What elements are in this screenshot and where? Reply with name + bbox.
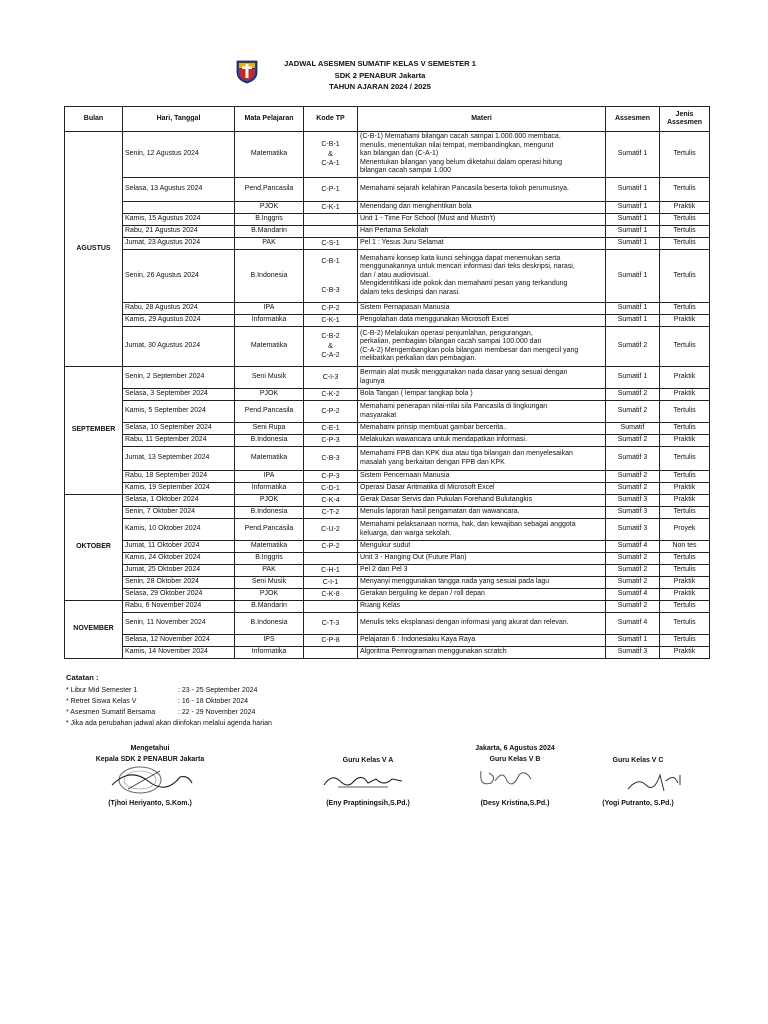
acknowledgment-label: Mengetahui: [130, 745, 170, 752]
table-row: [65, 613, 710, 635]
teacher-b-signature: [475, 765, 545, 793]
assessment-type-cell: Praktik: [660, 495, 710, 507]
table-row: [65, 435, 710, 447]
materi-cell: Menendang dan menghentikan bola: [358, 202, 606, 214]
table-row: [65, 447, 710, 471]
column-header: Mata Pelajaran: [235, 107, 304, 132]
assessment-type-cell: Tertulis: [660, 447, 710, 471]
table-row: [65, 589, 710, 601]
subject-cell: PJOK: [235, 389, 304, 401]
tp-code-cell: C-B-3: [304, 447, 358, 471]
assessment-type-cell: Praktik: [660, 589, 710, 601]
assessment-type-cell: Tertulis: [660, 601, 710, 613]
date-cell: Jumat, 23 Agustus 2024: [123, 238, 235, 250]
assessment-type-cell: Tertulis: [660, 132, 710, 178]
materi-cell: Mengukur sudut: [358, 541, 606, 553]
tp-code-cell: C-K-2: [304, 389, 358, 401]
materi-cell: Pel 1 : Yesus Juru Selamat: [358, 238, 606, 250]
column-header: Bulan: [65, 107, 123, 132]
subject-cell: Pend.Pancasila: [235, 178, 304, 202]
subject-cell: PJOK: [235, 202, 304, 214]
assessment-type-cell: Tertulis: [660, 178, 710, 202]
column-header: Hari, Tanggal: [123, 107, 235, 132]
tp-code-cell: C-K-1: [304, 315, 358, 327]
principal-stamp-signature: [100, 763, 200, 797]
date-cell: Senin, 7 Oktober 2024: [123, 507, 235, 519]
materi-cell: Gerak Dasar Servis dan Pukulan Forehand Bulutangkis: [358, 495, 606, 507]
date-cell: Rabu, 11 September 2024: [123, 435, 235, 447]
principal-name: (Tjhoi Heriyanto, S.Kom.): [108, 800, 192, 807]
table-row: [65, 202, 710, 214]
note-item: [66, 685, 272, 696]
note-item: [66, 718, 272, 729]
assessment-cell: Sumatif 1: [606, 367, 660, 389]
date-cell: Jumat, 25 Oktober 2024: [123, 565, 235, 577]
date-cell: Kamis, 29 Agustus 2024: [123, 315, 235, 327]
tp-code-cell: C-U-2: [304, 519, 358, 541]
materi-cell: Memahami konsep kata kunci sehingga dapat menemukan serta menggunakannya untuk mencari informasi dari teks deskripsi, narasi, dan / atau audiovisual. Mengidentifikasi ide pokok dan memahami pesan yang terkandung dalam teks deskripsi dan narasi.: [358, 250, 606, 303]
date-cell: Selasa, 29 Oktober 2024: [123, 589, 235, 601]
materi-cell: Operasi Dasar Aritmatika di Microsoft Excel: [358, 483, 606, 495]
date-cell: Jumat, 13 September 2024: [123, 447, 235, 471]
column-header: Kode TP: [304, 107, 358, 132]
table-row: [65, 541, 710, 553]
assessment-cell: Sumatif 1: [606, 226, 660, 238]
assessment-type-cell: Tertulis: [660, 635, 710, 647]
materi-cell: Memahami penerapan nilai-nilai sila Pancasila di lingkungan masyarakat: [358, 401, 606, 423]
date-cell: Senin, 2 September 2024: [123, 367, 235, 389]
materi-cell: (C-B-2) Melakukan operasi penjumlahan, pengurangan, perkalian, pembagian bilangan cacah sampai 100.000 dan (C-A-2) Mengembangkan pola bilangan membesar dan mengecil yang melibatkan perkalian dan pembagian.: [358, 327, 606, 367]
teacher-c-role: Guru Kelas V C: [612, 757, 664, 764]
assessment-type-cell: Tertulis: [660, 238, 710, 250]
note-label: * Libur Mid Semester 1: [66, 687, 138, 694]
assessment-cell: Sumatif 1: [606, 178, 660, 202]
materi-cell: Menyanyi menggunakan tangga nada yang sesuai pada lagu: [358, 577, 606, 589]
table-row: [65, 507, 710, 519]
table-row: [65, 635, 710, 647]
date-cell: [123, 202, 235, 214]
tp-code-cell: C-P-2: [304, 401, 358, 423]
assessment-type-cell: Praktik: [660, 315, 710, 327]
subject-cell: Matematika: [235, 132, 304, 178]
subject-cell: B.Indonesia: [235, 435, 304, 447]
note-label: * Asesmen Sumatif Bersama: [66, 709, 156, 716]
document-title-block: [280, 58, 480, 93]
assessment-cell: Sumatif 2: [606, 471, 660, 483]
assessment-cell: Sumatif 1: [606, 635, 660, 647]
date-cell: Senin, 26 Agustus 2024: [123, 250, 235, 303]
materi-cell: Memahami sejarah kelahiran Pancasila beserta tokoh perumusnya.: [358, 178, 606, 202]
tp-code-cell: C-P-2: [304, 541, 358, 553]
note-value: : 22 - 29 November 2024: [178, 709, 256, 716]
table-row: [65, 565, 710, 577]
subject-cell: B.Mandarin: [235, 226, 304, 238]
table-row: [65, 226, 710, 238]
tp-code-cell: [304, 553, 358, 565]
assessment-cell: Sumatif 2: [606, 401, 660, 423]
month-cell: NOVEMBER: [65, 601, 123, 659]
signing-place-date: Jakarta, 6 Agustus 2024: [475, 745, 555, 752]
materi-cell: Bola Tangan ( lempar tangkap bola ): [358, 389, 606, 401]
table-row: [65, 601, 710, 613]
assessment-type-cell: Tertulis: [660, 214, 710, 226]
assessment-type-cell: Tertulis: [660, 303, 710, 315]
subject-cell: B.Indonesia: [235, 250, 304, 303]
subject-cell: IPS: [235, 635, 304, 647]
assessment-cell: Sumatif 1: [606, 238, 660, 250]
tp-code-cell: C-I-1: [304, 577, 358, 589]
tp-code-cell: C-P-3: [304, 435, 358, 447]
assessment-cell: Sumatif 3: [606, 495, 660, 507]
date-cell: Kamis, 5 September 2024: [123, 401, 235, 423]
teacher-b-signature-block: [455, 743, 575, 813]
school-logo: [234, 58, 260, 84]
subject-cell: B.Indonesia: [235, 613, 304, 635]
academic-year: TAHUN AJARAN 2024 / 2025: [329, 82, 431, 91]
tp-code-cell: [304, 226, 358, 238]
assessment-cell: Sumatif 2: [606, 565, 660, 577]
materi-cell: Gerakan berguling ke depan / roll depan: [358, 589, 606, 601]
assessment-type-cell: Tertulis: [660, 327, 710, 367]
assessment-cell: Sumatif 1: [606, 202, 660, 214]
teacher-a-signature: [318, 769, 408, 795]
table-row: [65, 303, 710, 315]
subject-cell: B.Mandarin: [235, 601, 304, 613]
tp-code-cell: C-P-3: [304, 471, 358, 483]
assessment-cell: Sumatif 3: [606, 647, 660, 659]
materi-cell: Memahami prinsip membuat gambar bercerita..: [358, 423, 606, 435]
subject-cell: Seni Rupa: [235, 423, 304, 435]
tp-code-cell: C-B-1 C-B-3: [304, 250, 358, 303]
assessment-cell: Sumatif 2: [606, 601, 660, 613]
date-cell: Kamis, 14 November 2024: [123, 647, 235, 659]
note-label: * Jika ada perubahan jadwal akan diinfokan melalui agenda harian: [66, 720, 272, 727]
subject-cell: Informatika: [235, 647, 304, 659]
date-cell: Kamis, 19 September 2024: [123, 483, 235, 495]
date-cell: Kamis, 10 Oktober 2024: [123, 519, 235, 541]
assessment-type-cell: Tertulis: [660, 250, 710, 303]
tp-code-cell: C-S-1: [304, 238, 358, 250]
subject-cell: PAK: [235, 565, 304, 577]
note-value: : 16 - 18 Oktober 2024: [178, 698, 249, 705]
materi-cell: Pengolahan data menggunakan Microsoft Excel: [358, 315, 606, 327]
tp-code-cell: C-I-3: [304, 367, 358, 389]
teacher-a-role: Guru Kelas V A: [342, 757, 394, 764]
assessment-type-cell: Praktik: [660, 389, 710, 401]
date-cell: Selasa, 3 September 2024: [123, 389, 235, 401]
assessment-cell: Sumatif 1: [606, 214, 660, 226]
date-cell: Senin, 11 November 2024: [123, 613, 235, 635]
subject-cell: Matematika: [235, 447, 304, 471]
table-row: [65, 495, 710, 507]
table-header-row: [65, 107, 710, 132]
subject-cell: PAK: [235, 238, 304, 250]
table-row: [65, 519, 710, 541]
table-row: [65, 132, 710, 178]
materi-cell: (C-B-1) Memahami bilangan cacah sampai 1.000.000 membaca, menulis, menentukan nilai tempat, membandingkan, mengurut kan bilangan dan (C-A-1) Menentukan bilangan yang belum diketahui dalam operasi hitung bilangan cacah sampai 1.000: [358, 132, 606, 178]
tp-code-cell: [304, 647, 358, 659]
assessment-cell: Sumatif 2: [606, 483, 660, 495]
note-item: [66, 707, 272, 718]
notes-section: [66, 672, 272, 729]
subject-cell: Informatika: [235, 315, 304, 327]
assessment-cell: Sumatif 1: [606, 303, 660, 315]
subject-cell: PJOK: [235, 589, 304, 601]
assessment-type-cell: Tertulis: [660, 553, 710, 565]
date-cell: Selasa, 12 November 2024: [123, 635, 235, 647]
assessment-type-cell: Tertulis: [660, 226, 710, 238]
month-cell: SEPTEMBER: [65, 367, 123, 495]
school-name: SDK 2 PENABUR Jakarta: [334, 70, 426, 80]
assessment-cell: Sumatif 3: [606, 447, 660, 471]
tp-code-cell: C-P-2: [304, 303, 358, 315]
notes-heading: Catatan :: [66, 673, 99, 682]
assessment-type-cell: Tertulis: [660, 401, 710, 423]
assessment-cell: Sumatif: [606, 423, 660, 435]
note-label: * Retret Siswa Kelas V: [66, 698, 137, 705]
assessment-type-cell: Tertulis: [660, 423, 710, 435]
teacher-c-signature-block: [588, 755, 688, 813]
assessment-cell: Sumatif 3: [606, 507, 660, 519]
table-row: [65, 389, 710, 401]
subject-cell: PJOK: [235, 495, 304, 507]
note-value: : 23 - 25 September 2024: [178, 687, 258, 694]
materi-cell: Ruang Kelas: [358, 601, 606, 613]
assessment-type-cell: Tertulis: [660, 565, 710, 577]
table-row: [65, 423, 710, 435]
date-cell: Senin, 28 Oktober 2024: [123, 577, 235, 589]
tp-code-cell: C-T-3: [304, 613, 358, 635]
month-cell: AGUSTUS: [65, 132, 123, 367]
assessment-type-cell: Tertulis: [660, 471, 710, 483]
assessment-type-cell: Non tes: [660, 541, 710, 553]
assessment-cell: Sumatif 4: [606, 589, 660, 601]
table-row: [65, 577, 710, 589]
table-body: [65, 132, 710, 659]
column-header: Materi: [358, 107, 606, 132]
subject-cell: IPA: [235, 471, 304, 483]
tp-code-cell: C-K-4: [304, 495, 358, 507]
assessment-type-cell: Proyek: [660, 519, 710, 541]
date-cell: Rabu, 18 September 2024: [123, 471, 235, 483]
tp-code-cell: C-B-2 & C-A-2: [304, 327, 358, 367]
subject-cell: B.Inggris: [235, 553, 304, 565]
teacher-c-name: (Yogi Putranto, S.Pd.): [602, 800, 674, 807]
tp-code-cell: C-P-1: [304, 178, 358, 202]
assessment-cell: Sumatif 1: [606, 132, 660, 178]
assessment-cell: Sumatif 4: [606, 541, 660, 553]
subject-cell: Informatika: [235, 483, 304, 495]
materi-cell: Menulis laporan hasil pengamatan dan wawancara.: [358, 507, 606, 519]
teacher-c-signature: [618, 767, 688, 797]
materi-cell: Pel 2 dan Pel 3: [358, 565, 606, 577]
assessment-type-cell: Tertulis: [660, 507, 710, 519]
assessment-cell: Sumatif 2: [606, 435, 660, 447]
materi-cell: Hari Pertama Sekolah: [358, 226, 606, 238]
materi-cell: Pelajaran 6 : Indonesiaku Kaya Raya: [358, 635, 606, 647]
subject-cell: Seni Musik: [235, 577, 304, 589]
date-cell: Kamis, 15 Agustus 2024: [123, 214, 235, 226]
tp-code-cell: [304, 601, 358, 613]
notes-list: [66, 685, 272, 729]
teacher-b-role: Guru Kelas V B: [489, 756, 541, 763]
subject-cell: Pend.Pancasila: [235, 519, 304, 541]
table-row: [65, 327, 710, 367]
tp-code-cell: [304, 214, 358, 226]
table-row: [65, 315, 710, 327]
date-cell: Rabu, 6 November 2024: [123, 601, 235, 613]
assessment-type-cell: Praktik: [660, 577, 710, 589]
table-row: [65, 367, 710, 389]
schedule-table: [64, 106, 710, 659]
subject-cell: IPA: [235, 303, 304, 315]
materi-cell: Algoritma Pemrograman menggunakan scratch: [358, 647, 606, 659]
subject-cell: B.Inggris: [235, 214, 304, 226]
table-row: [65, 401, 710, 423]
assessment-cell: Sumatif 2: [606, 389, 660, 401]
teacher-a-name: (Eny Praptiningsih,S.Pd.): [326, 800, 410, 807]
subject-cell: Matematika: [235, 327, 304, 367]
materi-cell: Unit 3 - Hanging Out (Future Plan): [358, 553, 606, 565]
date-cell: Rabu, 28 Agustus 2024: [123, 303, 235, 315]
tp-code-cell: C-P-8: [304, 635, 358, 647]
assessment-cell: Sumatif 2: [606, 553, 660, 565]
principal-title: Kepala SDK 2 PENABUR Jakarta: [95, 756, 205, 763]
materi-cell: Memahami pelaksanaan norma, hak, dan kewajiban sebagai anggota keluarga, dan warga sekolah.: [358, 519, 606, 541]
assessment-type-cell: Tertulis: [660, 613, 710, 635]
assessment-cell: Sumatif 2: [606, 577, 660, 589]
table-row: [65, 178, 710, 202]
date-cell: Kamis, 24 Oktober 2024: [123, 553, 235, 565]
table-row: [65, 214, 710, 226]
tp-code-cell: C-B-1 & C-A-1: [304, 132, 358, 178]
date-cell: Senin, 12 Agustus 2024: [123, 132, 235, 178]
materi-cell: Sistem Pencernaan Manusia: [358, 471, 606, 483]
assessment-type-cell: Praktik: [660, 483, 710, 495]
table-row: [65, 471, 710, 483]
table-row: [65, 250, 710, 303]
table-row: [65, 238, 710, 250]
column-header: Jenis Assesmen: [660, 107, 710, 132]
assessment-cell: Sumatif 4: [606, 613, 660, 635]
teacher-a-signature-block: [318, 755, 418, 813]
materi-cell: Memahami FPB dan KPK dua atau tiga bilangan dan menyelesaikan masalah yang berkaitan dengan FPB dan KPK: [358, 447, 606, 471]
date-cell: Jumat, 11 Oktober 2024: [123, 541, 235, 553]
materi-cell: Menulis teks eksplanasi dengan informasi yang akurat dan relevan.: [358, 613, 606, 635]
tp-code-cell: C-K-1: [304, 202, 358, 214]
tp-code-cell: C-D-1: [304, 483, 358, 495]
subject-cell: Seni Musik: [235, 367, 304, 389]
tp-code-cell: C-T-2: [304, 507, 358, 519]
month-cell: OKTOBER: [65, 495, 123, 601]
assessment-cell: Sumatif 1: [606, 250, 660, 303]
column-header: Assesmen: [606, 107, 660, 132]
principal-signature-block: [82, 743, 218, 813]
teacher-b-name: (Desy Kristina,S.Pd.): [480, 800, 550, 807]
tp-code-cell: C-H-1: [304, 565, 358, 577]
date-cell: Rabu, 21 Agustus 2024: [123, 226, 235, 238]
date-cell: Jumat, 30 Agustus 2024: [123, 327, 235, 367]
date-cell: Selasa, 13 Agustus 2024: [123, 178, 235, 202]
materi-cell: Bermain alat musik menggunakan nada dasar yang sesuai dengan lagunya: [358, 367, 606, 389]
tp-code-cell: C-K-8: [304, 589, 358, 601]
materi-cell: Sistem Pernapasan Manusia: [358, 303, 606, 315]
subject-cell: Matematika: [235, 541, 304, 553]
tp-code-cell: C-E-1: [304, 423, 358, 435]
date-cell: Selasa, 10 September 2024: [123, 423, 235, 435]
assessment-type-cell: Praktik: [660, 647, 710, 659]
materi-cell: Melakukan wawancara untuk mendapatkan informasi.: [358, 435, 606, 447]
table-row: [65, 483, 710, 495]
assessment-type-cell: Praktik: [660, 367, 710, 389]
subject-cell: Pend.Pancasila: [235, 401, 304, 423]
assessment-cell: Sumatif 1: [606, 315, 660, 327]
table-row: [65, 647, 710, 659]
assessment-cell: Sumatif 2: [606, 327, 660, 367]
subject-cell: B.Indonesia: [235, 507, 304, 519]
date-cell: Selasa, 1 Oktober 2024: [123, 495, 235, 507]
assessment-type-cell: Praktik: [660, 435, 710, 447]
assessment-cell: Sumatif 3: [606, 519, 660, 541]
table-row: [65, 553, 710, 565]
assessment-type-cell: Praktik: [660, 202, 710, 214]
document-title: JADWAL ASESMEN SUMATIF KELAS V SEMESTER 1: [284, 59, 476, 68]
note-item: [66, 696, 272, 707]
materi-cell: Unit 1 - Time For School (Must and Mustn't): [358, 214, 606, 226]
